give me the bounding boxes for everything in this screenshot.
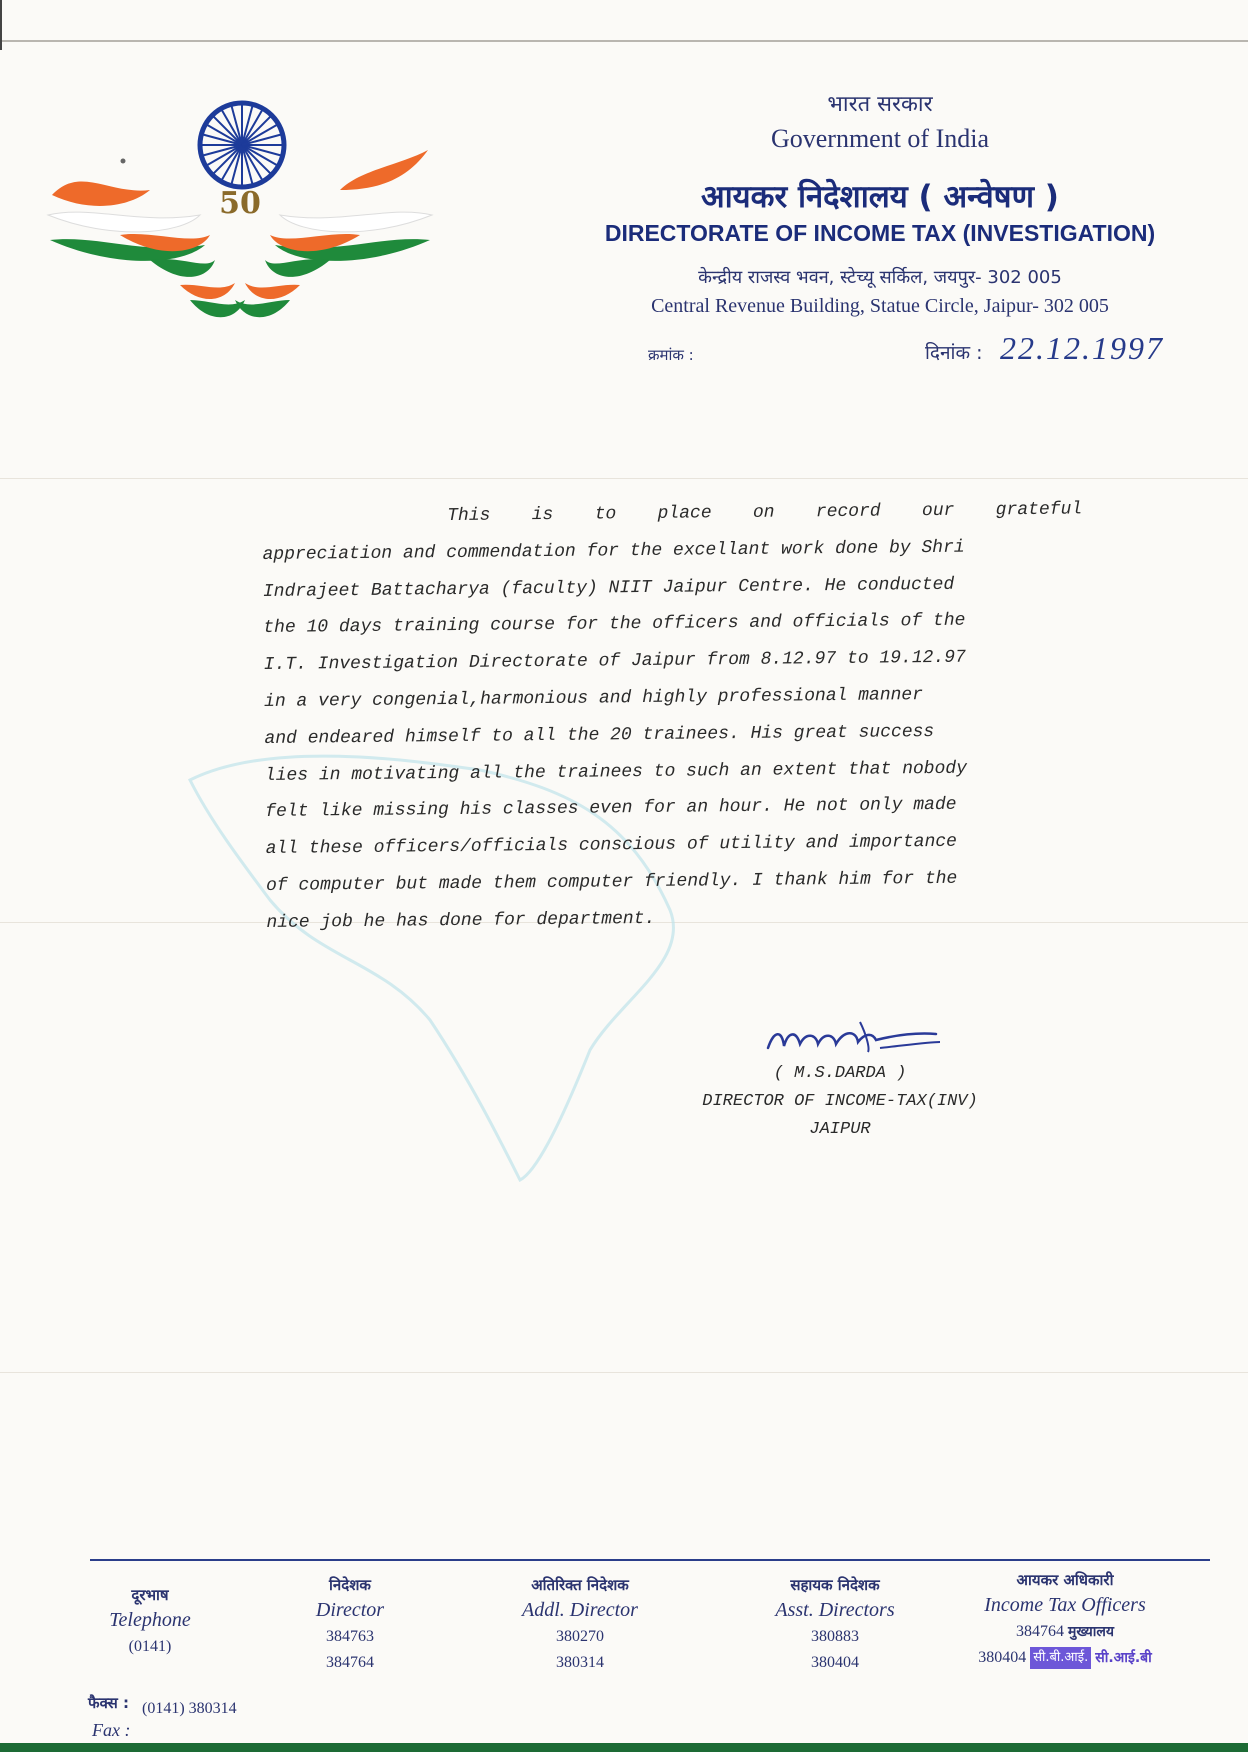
address-english: Central Revenue Building, Statue Circle, Jaipur- 302 005	[651, 295, 1109, 317]
ito-number: 380404	[978, 1649, 1027, 1666]
director-english: Director	[315, 1599, 385, 1621]
fold-line	[0, 478, 1248, 479]
letter-line: This is to place on record our grateful	[447, 499, 1083, 527]
footer-director	[290, 1575, 410, 1674]
telephone-hindi: दूरभाष	[131, 1586, 169, 1604]
ito-stamp: सी.आई.बी	[1095, 1650, 1152, 1666]
page-top-edge	[0, 40, 1248, 42]
ito-number: 384764	[1016, 1623, 1065, 1640]
letter-line: in a very congenial,harmonious and highly professional manner	[264, 685, 924, 712]
date-label: दिनांक :	[925, 342, 983, 364]
government-english: Government of India	[770, 124, 990, 153]
telephone-code: (0141)	[128, 1638, 172, 1655]
fax-english: Fax :	[92, 1720, 131, 1740]
director-number: 384764	[326, 1654, 374, 1671]
reference-label: क्रमांक :	[648, 346, 694, 364]
letter-line: appreciation and commendation for the excellant work done by Shri	[262, 537, 965, 565]
ito-row	[965, 1647, 1165, 1669]
fold-line	[0, 1372, 1248, 1373]
page-bottom-edge	[0, 1743, 1248, 1752]
letter-line: I.T. Investigation Directorate of Jaipur from 8.12.97 to 19.12.97	[263, 647, 966, 676]
asst-directors-number: 380404	[811, 1654, 859, 1671]
addl-director-number: 380270	[556, 1628, 604, 1645]
department-english: DIRECTORATE OF INCOME TAX (INVESTIGATION)	[604, 220, 1156, 246]
footer-telephone	[80, 1585, 220, 1658]
letter-line: of computer but made them computer friendly. I thank him for the	[265, 868, 958, 896]
page-left-edge	[0, 0, 2, 50]
asst-directors-english: Asst. Directors	[775, 1599, 895, 1621]
ito-tag: मुख्यालय	[1068, 1624, 1114, 1640]
footer-income-tax-officers	[965, 1570, 1165, 1669]
letter-line: all these officers/officials conscious of utility and importance	[265, 831, 958, 860]
letter-line: the 10 days training course for the officers and officials of the	[263, 611, 966, 639]
letter-body	[262, 491, 1087, 941]
fax-number: (0141) 380314	[142, 1700, 237, 1717]
letter-line: Indrajeet Battacharya (faculty) NIIT Jaipur Centre. He conducted	[262, 574, 955, 602]
signatory-designation: DIRECTOR OF INCOME-TAX(INV)	[702, 1092, 978, 1111]
addl-director-english: Addl. Director	[522, 1599, 638, 1621]
ito-english: Income Tax Officers	[984, 1594, 1146, 1616]
letter-line: and endeared himself to all the 20 trainees. His great success	[264, 721, 935, 749]
director-hindi: निदेशक	[329, 1576, 371, 1594]
fax-hindi: फैक्स :	[88, 1694, 130, 1712]
government-hindi: भारत सरकार	[827, 92, 933, 117]
footer-rule	[90, 1559, 1210, 1561]
date-value: 22.12.1997	[1000, 330, 1164, 366]
letter-line: felt like missing his classes even for an hour. He not only made	[265, 795, 957, 823]
director-number: 384763	[326, 1628, 374, 1645]
jubilee-number: 50	[219, 186, 261, 221]
telephone-english: Telephone	[109, 1609, 191, 1631]
ito-row	[965, 1621, 1165, 1643]
address-hindi: केन्द्रीय राजस्व भवन, स्टेच्यू सर्किल, जयपुर- 302 005	[698, 267, 1062, 288]
letter-line: nice job he has done for department.	[266, 908, 656, 933]
footer-addl-director	[495, 1575, 665, 1674]
signatory-place: JAIPUR	[809, 1120, 871, 1139]
signatory-name: ( M.S.DARDA )	[773, 1064, 907, 1083]
letter-line: lies in motivating all the trainees to such an extent that nobody	[264, 758, 968, 786]
addl-director-hindi: अतिरिक्त निदेशक	[531, 1576, 629, 1594]
signature-block	[640, 1060, 1040, 1144]
ito-hindi: आयकर अधिकारी	[1016, 1571, 1114, 1589]
footer-asst-directors	[760, 1575, 910, 1674]
asst-directors-number: 380883	[811, 1628, 859, 1645]
handwritten-signature	[760, 1008, 960, 1068]
addl-director-number: 380314	[556, 1654, 604, 1671]
department-hindi: आयकर निदेशालय ( अन्वेषण )	[701, 179, 1059, 215]
ito-tag-highlight: सी.बी.आई.	[1030, 1647, 1091, 1669]
asst-directors-hindi: सहायक निदेशक	[790, 1576, 880, 1594]
golden-jubilee-emblem	[40, 95, 440, 335]
